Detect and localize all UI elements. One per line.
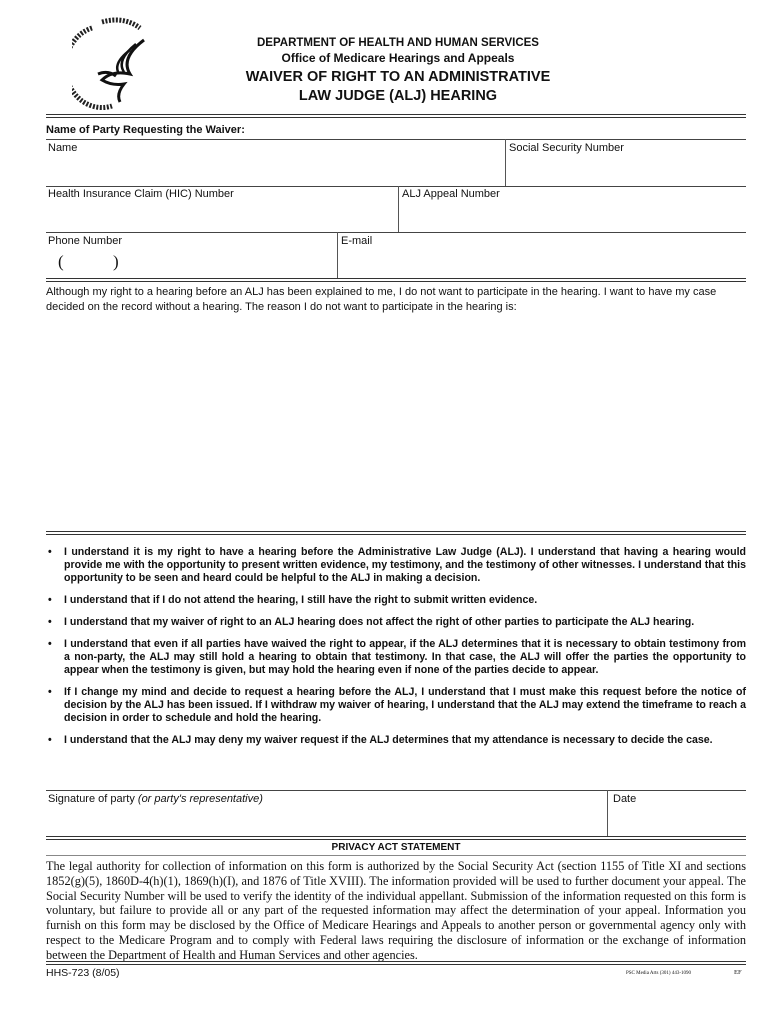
divider	[46, 790, 746, 791]
acknowledgement-list	[46, 546, 746, 756]
bullet-icon: •	[48, 734, 52, 746]
divider	[46, 139, 746, 140]
divider	[607, 790, 608, 837]
bullet-icon: •	[48, 546, 52, 558]
list-item	[46, 686, 746, 725]
name-label: Name	[48, 142, 78, 154]
email-input[interactable]	[341, 253, 745, 277]
bullet-text: I understand that if I do not attend the hearing, I still have the right to submit written evidence.	[64, 594, 538, 606]
signature-label-text: Signature of party	[48, 793, 135, 805]
form-title-line1: WAIVER OF RIGHT TO AN ADMINISTRATIVE	[245, 69, 551, 85]
list-item	[46, 616, 746, 629]
printer-credit: PSC Media Arts (301) 443-1090	[626, 971, 691, 976]
bullet-icon: •	[48, 594, 52, 606]
phone-area-code-open-paren: (	[58, 252, 64, 271]
signature-label-qualifier: (or party's representative)	[137, 793, 263, 805]
form-title	[230, 68, 566, 106]
phone-area-code-close-paren: )	[113, 252, 119, 271]
hhs-seal-logo	[72, 14, 154, 110]
alj-appeal-label: ALJ Appeal Number	[402, 188, 500, 200]
bullet-text: I understand that my waiver of right to an ALJ hearing does not affect the right of other parties to participate the ALJ hearing.	[64, 616, 695, 628]
office-heading: Office of Medicare Hearings and Appeals	[281, 51, 515, 65]
bullet-icon: •	[48, 616, 52, 628]
name-input[interactable]	[48, 160, 502, 184]
signature-label	[48, 793, 263, 805]
divider	[46, 114, 746, 118]
list-item	[46, 546, 746, 585]
department-heading: DEPARTMENT OF HEALTH AND HUMAN SERVICES	[257, 37, 539, 49]
divider	[505, 139, 506, 186]
privacy-heading: PRIVACY ACT STATEMENT	[331, 842, 461, 853]
bullet-text: I understand that the ALJ may deny my waiver request if the ALJ determines that my attendance is necessary to decide the case.	[64, 734, 713, 746]
bullet-text: I understand that even if all parties have waived the right to appear, if the ALJ determines that it is necessary to obtain testimony from a non-party, the ALJ may still hold a hearing to obtain that testimony. In that case, the ALJ will offer the parties the opportunity to appear when the testimony is given, but may hold the hearing even if none of the parties decide to appear.	[64, 638, 746, 676]
hic-label: Health Insurance Claim (HIC) Number	[48, 188, 234, 200]
divider	[46, 278, 746, 282]
divider	[46, 855, 746, 856]
reason-statement: Although my right to a hearing before an ALJ has been explained to me, I do not want to participate in the hearing. I want to have my case decided on the record without a hearing. The reason I do not want to participate in the hearing is:	[46, 286, 717, 313]
hic-input[interactable]	[48, 206, 392, 230]
ssn-input[interactable]	[509, 160, 743, 184]
divider	[337, 232, 338, 279]
divider	[46, 836, 746, 840]
form-number: HHS-723 (8/05)	[46, 967, 120, 979]
bullet-icon: •	[48, 638, 52, 650]
date-input[interactable]	[613, 810, 745, 834]
ssn-label: Social Security Number	[509, 142, 624, 154]
alj-appeal-input[interactable]	[402, 206, 746, 230]
divider	[46, 186, 746, 187]
list-item	[46, 638, 746, 677]
phone-label: Phone Number	[48, 235, 122, 247]
bullet-text: I understand it is my right to have a hearing before the Administrative Law Judge (ALJ). I understand that having a hearing would provide me with the opportunity to present written evidence, my testimony, and the testimony of other witnesses. I understand that this opportunity to be seen and heard could be helpful to the ALJ in making a decision.	[64, 546, 746, 584]
list-item	[46, 594, 746, 607]
form-title-line2: LAW JUDGE (ALJ) HEARING	[298, 88, 498, 104]
party-section-label: Name of Party Requesting the Waiver:	[46, 124, 245, 136]
divider	[46, 531, 746, 535]
list-item	[46, 734, 746, 747]
divider	[398, 186, 399, 232]
signature-field[interactable]	[48, 810, 600, 834]
divider	[46, 961, 746, 965]
divider	[46, 232, 746, 233]
email-label: E-mail	[341, 235, 373, 247]
reason-textarea[interactable]	[46, 318, 750, 530]
bullet-text: If I change my mind and decide to request a hearing before the ALJ, I understand that I must make this request before the notice of decision by the ALJ has been issued. If I withdraw my waiver of hearing, I understand that the ALJ may extend the timeframe to reach a decision in order to schedule and hold the hearing.	[64, 686, 746, 724]
bullet-icon: •	[48, 686, 52, 698]
date-label: Date	[613, 793, 637, 805]
phone-input[interactable]	[125, 255, 334, 277]
privacy-statement: The legal authority for collection of information on this form is authorized by the Social Security Act (section 1155 of Title XI and sections 1852(g)(5), 1860D-4(h)(1), 1869(h)(I), and 1876 of Title XVIII). The information provided will be used to further document your appeal. The Social Security Number will be used to verify the identity of the individual appellant. Submission of the information requested on this form is voluntary, but failure to provide all or any part of the requested information may affect the determination of your appeal. Information you furnish on this form may be disclosed by the Office of Medicare Hearings and Appeals to another person or governmental agency only with respect to the Medicare Program and to comply with Federal laws requiring the disclosure of information or the exchange of information between the Department of Health and Human Services and other agencies.	[46, 859, 746, 962]
form-code: EF	[734, 969, 742, 976]
